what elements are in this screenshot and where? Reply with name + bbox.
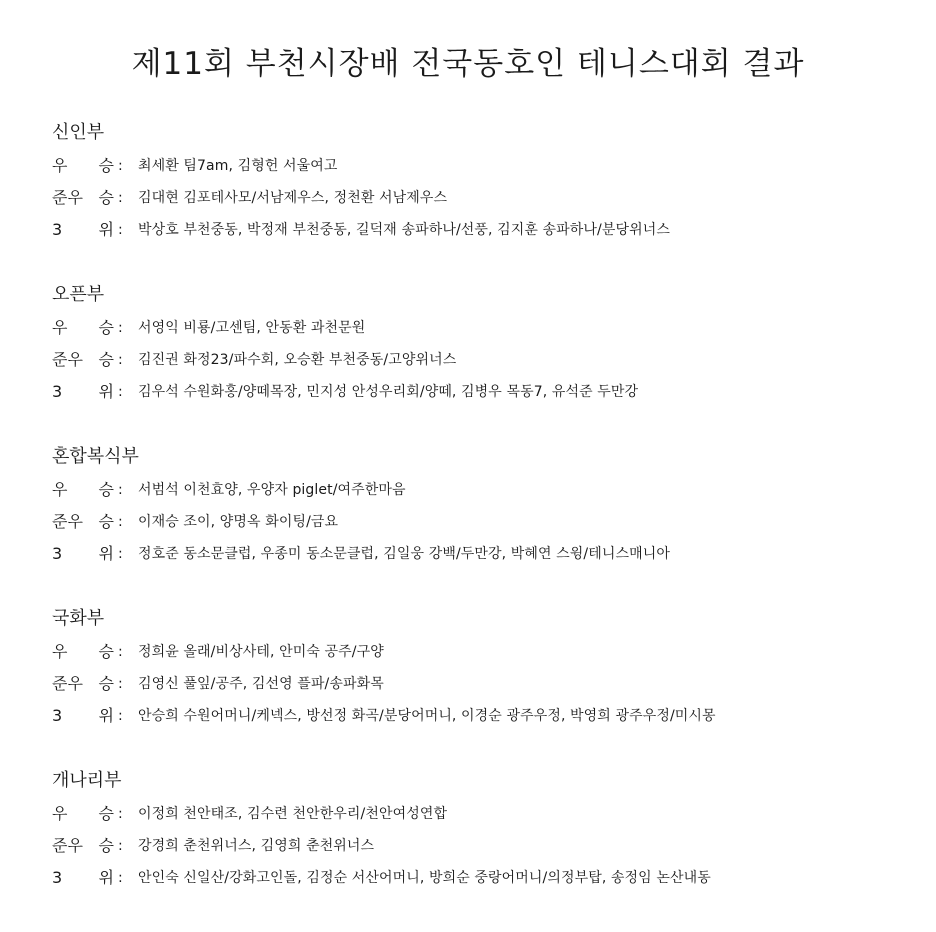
- result-names: 서영익 비룡/고센팀, 안동환 과천문원: [138, 320, 366, 336]
- result-names: 김대현 김포테사모/서남제우스, 정천환 서남제우스: [138, 190, 448, 206]
- result-names: 박상호 부천중동, 박정재 부천중동, 길덕재 송파하나/선풍, 김지훈 송파하나/분당위너스: [138, 222, 670, 238]
- division-rookie: [52, 118, 922, 246]
- rank-label: 준우 승: [52, 836, 114, 855]
- result-names: 강경희 춘천위너스, 김영희 춘천위너스: [138, 838, 375, 854]
- separator: :: [118, 352, 123, 368]
- result-names: 김영신 풀잎/공주, 김선영 플파/송파화목: [138, 676, 384, 692]
- rank-label: 우 승: [52, 804, 114, 823]
- result-row-third: [52, 214, 922, 246]
- result-row-runner-up: [52, 830, 922, 862]
- separator: :: [118, 806, 123, 822]
- division-mixed-doubles: [52, 442, 922, 570]
- result-names: 이재승 조이, 양명옥 화이팅/금요: [138, 514, 339, 530]
- rank-label: 준우 승: [52, 188, 114, 207]
- separator: :: [118, 644, 123, 660]
- division-title: 오픈부: [52, 284, 105, 305]
- separator: :: [118, 482, 123, 498]
- division-forsythia: [52, 766, 922, 894]
- rank-label: 3 위: [52, 220, 114, 239]
- separator: :: [118, 676, 123, 692]
- result-names: 안승희 수원어머니/케넥스, 방선정 화곡/분당어머니, 이경순 광주우정, 박영희 광주우정/미시몽: [138, 708, 716, 724]
- division-title: 국화부: [52, 608, 105, 629]
- rank-label: 3 위: [52, 706, 114, 725]
- rank-label: 우 승: [52, 480, 114, 499]
- division-list: [52, 118, 922, 894]
- result-names: 김우석 수원화홍/양떼목장, 민지성 안성우리회/양떼, 김병우 목동7, 유석준 두만강: [138, 384, 639, 400]
- separator: :: [118, 158, 123, 174]
- result-row-winner: [52, 312, 922, 344]
- division-title: 개나리부: [52, 770, 122, 791]
- result-row-runner-up: [52, 668, 922, 700]
- result-row-winner: [52, 798, 922, 830]
- separator: :: [118, 546, 123, 562]
- result-row-third: [52, 376, 922, 408]
- result-row-winner: [52, 474, 922, 506]
- result-row-third: [52, 538, 922, 570]
- result-names: 김진권 화정23/파수회, 오승환 부천중동/고양위너스: [138, 352, 457, 368]
- rank-label: 우 승: [52, 318, 114, 337]
- result-row-winner: [52, 636, 922, 668]
- result-names: 최세환 팀7am, 김형헌 서울여고: [138, 158, 338, 174]
- result-names: 정희윤 올래/비상사테, 안미숙 공주/구양: [138, 644, 384, 660]
- result-row-winner: [52, 150, 922, 182]
- rank-label: 준우 승: [52, 674, 114, 693]
- division-chrysanthemum: [52, 604, 922, 732]
- result-row-runner-up: [52, 344, 922, 376]
- division-title: 혼합복식부: [52, 446, 139, 467]
- result-row-runner-up: [52, 506, 922, 538]
- rank-label: 준우 승: [52, 350, 114, 369]
- result-names: 안인숙 신일산/강화고인돌, 김정순 서산어머니, 방희순 중랑어머니/의정부탑, 송정임 논산내동: [138, 870, 711, 886]
- result-row-runner-up: [52, 182, 922, 214]
- rank-label: 우 승: [52, 156, 114, 175]
- result-row-third: [52, 862, 922, 894]
- rank-label: 3 위: [52, 382, 114, 401]
- result-row-third: [52, 700, 922, 732]
- rank-label: 준우 승: [52, 512, 114, 531]
- separator: :: [118, 190, 123, 206]
- separator: :: [118, 708, 123, 724]
- result-names: 정호준 동소문클럽, 우종미 동소문클럽, 김일웅 강백/두만강, 박혜연 스윙/테니스매니아: [138, 546, 670, 562]
- result-names: 이정희 천안태조, 김수련 천안한우리/천안여성연합: [138, 806, 448, 822]
- separator: :: [118, 384, 123, 400]
- separator: :: [118, 222, 123, 238]
- rank-label: 3 위: [52, 544, 114, 563]
- document-title: 제11회 부천시장배 전국동호인 테니스대회 결과: [131, 46, 805, 82]
- separator: :: [118, 514, 123, 530]
- result-names: 서범석 이천효양, 우양자 piglet/여주한마음: [138, 482, 406, 498]
- separator: :: [118, 320, 123, 336]
- rank-label: 3 위: [52, 868, 114, 887]
- separator: :: [118, 870, 123, 886]
- rank-label: 우 승: [52, 642, 114, 661]
- division-title: 신인부: [52, 122, 105, 143]
- separator: :: [118, 838, 123, 854]
- division-open: [52, 280, 922, 408]
